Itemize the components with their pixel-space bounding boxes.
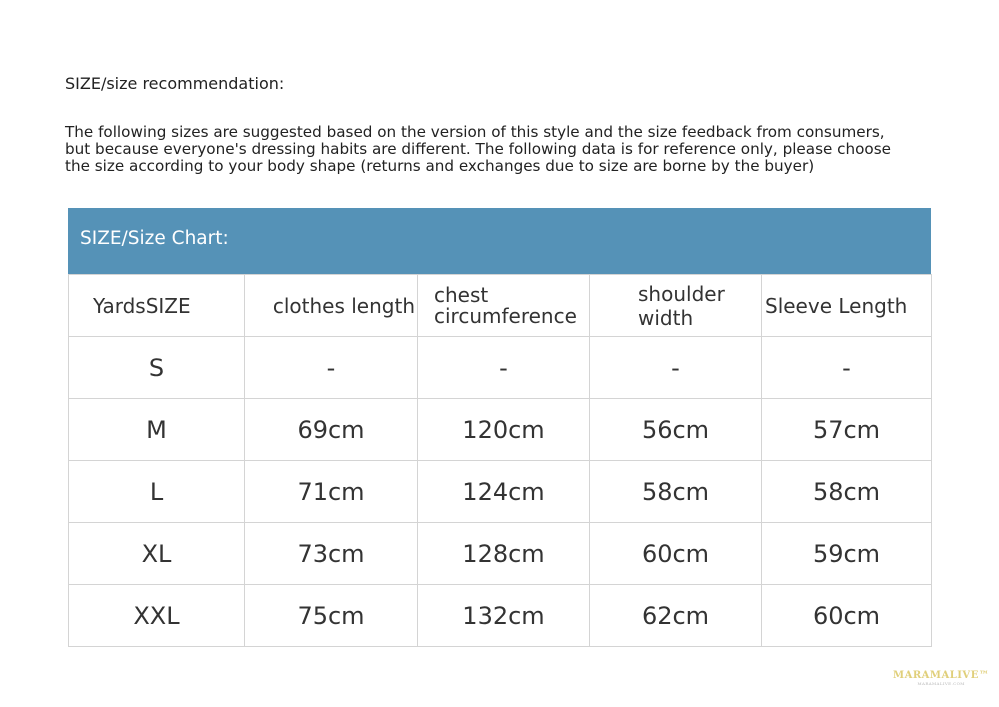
table-header-row [69, 275, 932, 337]
table-cell: 56cm [590, 399, 762, 461]
table-cell: 73cm [245, 523, 418, 585]
watermark-brand: MARAMALIVE™ [893, 670, 990, 681]
intro-line: but because everyone's dressing habits are different. The following data is for reference only, please choose [65, 140, 891, 158]
table-cell: 60cm [762, 585, 932, 647]
size-chart-header [68, 208, 931, 274]
table-cell: 132cm [418, 585, 590, 647]
column-header: shoulder width [590, 275, 762, 337]
table-cell: 120cm [418, 399, 590, 461]
table-row [69, 337, 932, 399]
size-chart-caption: SIZE/Size Chart: [80, 228, 229, 249]
page-title: SIZE/size recommendation: [65, 74, 285, 93]
table-cell: 124cm [418, 461, 590, 523]
table-cell: 128cm [418, 523, 590, 585]
table-cell: - [418, 337, 590, 399]
table-cell: 71cm [245, 461, 418, 523]
brand-watermark [893, 670, 989, 686]
column-header: clothes length [245, 275, 418, 337]
table-row [69, 523, 932, 585]
table-cell: 75cm [245, 585, 418, 647]
column-header: Sleeve Length [762, 275, 932, 337]
intro-paragraph [65, 124, 945, 175]
watermark-sub: MARAMALIVE.COM [917, 681, 965, 686]
table-cell: 59cm [762, 523, 932, 585]
table-cell: 60cm [590, 523, 762, 585]
table-cell: 58cm [590, 461, 762, 523]
size-chart-table [68, 274, 932, 647]
intro-line: the size according to your body shape (returns and exchanges due to size are borne by the buyer) [65, 157, 815, 175]
size-cell: XL [69, 523, 245, 585]
size-cell: S [69, 337, 245, 399]
table-cell: 62cm [590, 585, 762, 647]
intro-line: The following sizes are suggested based on the version of this style and the size feedback from consumers, [65, 123, 885, 141]
column-header: chest circumference [418, 275, 590, 337]
table-row [69, 585, 932, 647]
table-row [69, 461, 932, 523]
column-header: YardsSIZE [69, 275, 245, 337]
table-cell: 57cm [762, 399, 932, 461]
table-cell: - [245, 337, 418, 399]
table-row [69, 399, 932, 461]
table-cell: - [590, 337, 762, 399]
size-cell: L [69, 461, 245, 523]
table-cell: - [762, 337, 932, 399]
size-cell: XXL [69, 585, 245, 647]
table-cell: 58cm [762, 461, 932, 523]
table-cell: 69cm [245, 399, 418, 461]
size-cell: M [69, 399, 245, 461]
